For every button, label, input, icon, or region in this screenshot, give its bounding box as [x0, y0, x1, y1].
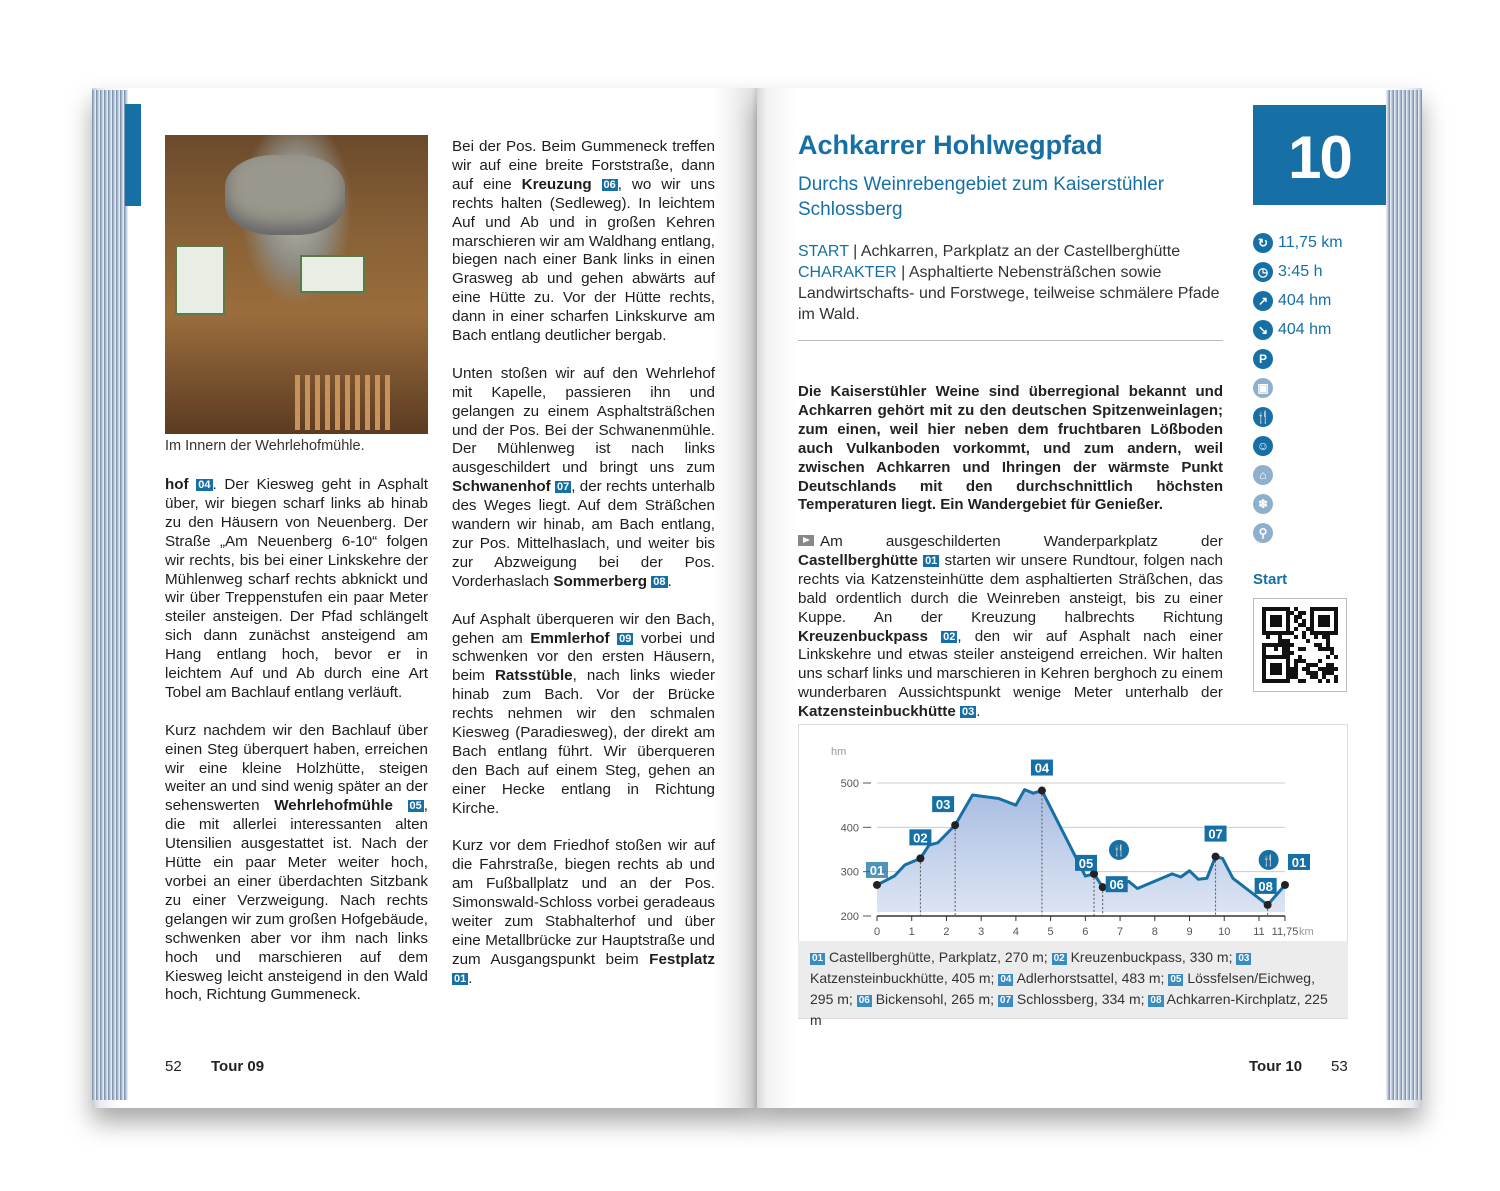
x-tick-label: 1	[908, 926, 915, 938]
x-tick-label: 0	[873, 926, 881, 938]
bus-icon: ▣	[1253, 378, 1273, 398]
divider	[798, 340, 1223, 341]
clock-icon: ◷	[1253, 262, 1273, 282]
x-tick-label: 9	[1186, 926, 1193, 938]
waypoint-badge: 02	[943, 630, 956, 643]
place-name: hof	[165, 476, 189, 493]
restaurant-icon-glyph: 🍴	[1261, 854, 1276, 867]
waypoint-marker-label: 08	[1258, 878, 1273, 894]
fact-row	[1253, 286, 1343, 315]
waypoint-badge: 04	[1000, 974, 1012, 985]
winter-icon: ❄	[1253, 494, 1273, 514]
running-head-left: Tour 09	[211, 1058, 265, 1075]
waypoint-badge: 04	[198, 479, 211, 491]
fact-row	[1253, 228, 1343, 257]
tour-number-badge: 10	[1253, 105, 1386, 205]
tour-facts	[1253, 228, 1343, 547]
photo-caption: Im Innern der Wehrlehofmühle.	[165, 438, 365, 454]
x-tick-label: 11,75	[1271, 926, 1299, 938]
y-tick-label: 200	[840, 911, 859, 923]
waypoint-badge: 08	[1150, 995, 1162, 1006]
waypoint-marker-label: 01	[869, 862, 885, 878]
fact-value: 404 hm	[1278, 320, 1332, 338]
waypoint-badge: 01	[454, 972, 467, 985]
waypoint-name: Schlossberg, 334 m;	[1016, 991, 1149, 1007]
paragraph: Kurz nachdem wir den Bachlauf über einen Steg überquert haben, erreichen wir eine kleine Holzhütte, steigen weiter an und sind wenig später an der sehenswerten Wehrlehofmühle 05 , die mit allerlei interessanten alten Utensilien ausgestattet ist. Nach der Hütte ein paar Meter weiter hoch, vorbei an einer überdachten Sitzbank zu einer Verzweigung. Nach rechts gelangen wir zum großen Hofgebäude, schwenken aber vor ihm nach links hoch und marschieren auf dem Kiesweg leicht ansteigend in den Wald hoch, Richtung Gummeneck.	[165, 721, 428, 1004]
ascent-icon: ↗	[1253, 291, 1273, 311]
symbol-row	[1253, 373, 1343, 402]
waypoint-badge: 09	[619, 632, 632, 645]
restaurant-icon: 🍴	[1253, 407, 1273, 427]
waypoint-dot	[916, 854, 924, 862]
waypoint-marker-label: 04	[1034, 760, 1050, 776]
waypoint-marker-label: 07	[1208, 826, 1223, 842]
fact-row	[1253, 315, 1343, 344]
mill-interior-photo	[165, 135, 428, 434]
waypoint-dot	[1099, 883, 1107, 891]
waypoint-dot	[951, 821, 959, 829]
parking-icon: P	[1253, 349, 1273, 369]
descent-icon: ↘	[1253, 320, 1273, 340]
page-edges-left	[92, 90, 128, 1100]
tour-color-marker	[125, 104, 141, 206]
waypoint-badge: 07	[999, 995, 1012, 1006]
symbol-row	[1253, 518, 1343, 547]
route-description: Am ausgeschilderten Wanderparkplatz der Castellberghütte 01 starten wir unsere Rundtour, folgen nach rechts via Katzensteinhütte dem asphaltierten Sträßchen, das bald ordentlich durch die Weinreben ansteigt, bis zu einer Kuppe. An der Kreuzung halbrechts Richtung Kreuzenbuckpass 02 , den wir auf Asphalt nach einer Linkskehre und etwas steiler ansteigend erreichen. Wir halten uns scharf links und marschieren in Kehren berghoch zu einem wunderbaren Aussichtspunkt wenige Meter unterhalb der Katzensteinbuckhütte 03 .	[798, 533, 1223, 721]
waypoint-badge: 03	[1238, 953, 1250, 964]
y-tick-label: 300	[840, 866, 859, 879]
waypoint-marker-label: 06	[1109, 877, 1124, 893]
tour-subtitle: Durchs Weinrebengebiet zum Kaiserstühler Schlossberg	[798, 174, 1165, 220]
waypoint-badge: 08	[653, 575, 666, 588]
x-tick-label: 2	[943, 926, 950, 938]
qr-code[interactable]	[1253, 598, 1347, 692]
waypoint-badge: 03	[962, 706, 975, 719]
waypoint-name: Achkarren-Kirchplatz, 225 m	[810, 991, 1328, 1028]
place-name: Castellberghütte	[798, 551, 918, 569]
symbol-row	[1253, 460, 1343, 489]
loop-icon: ↻	[1253, 233, 1273, 253]
place-name: Wehrlehofmühle	[274, 797, 393, 815]
fact-value: 3:45 h	[1278, 262, 1323, 280]
waypoint-badge: 01	[812, 953, 824, 964]
y-axis-label: hm	[831, 746, 847, 758]
place-name: Kreuzung	[521, 175, 592, 193]
start-text: | Achkarren, Parkplatz an der Castellberghütte	[848, 243, 1181, 260]
x-tick-label: 7	[1117, 926, 1124, 938]
place-name: Schwanenhof	[452, 478, 551, 496]
waypoint-badge: 01	[925, 554, 938, 567]
paragraph: Bei der Pos. Beim Gummeneck treffen wir auf eine breite Forststraße, dann auf eine Kreuzung 06 , wo wir uns rechts halten (Sedleweg). In leichtem Auf und Ab und in großen Kehren marschieren wir am Waldhang entlang, biegen nach einer Bank links in einen Grasweg ab und gehen abwärts auf eine Hütte zu. Vor der Hütte rechts, dann in einer scharfen Linkskurve am Bach entlang deutlicher bergab.	[452, 138, 715, 345]
page-number-right: 53	[1331, 1058, 1348, 1075]
text-column-1	[165, 476, 428, 1024]
place-name: Festplatz	[649, 950, 715, 968]
info-sign	[175, 245, 225, 315]
page-number-left: 52	[165, 1058, 182, 1075]
tour-title: Achkarrer Hohlwegpfad	[798, 130, 1103, 160]
y-tick-label: 400	[840, 822, 859, 835]
waypoint-badge: 02	[1053, 953, 1065, 964]
symbol-row	[1253, 344, 1343, 373]
place-name: Sommerberg	[553, 572, 648, 590]
waypoint-badge: 05	[1170, 974, 1182, 985]
wooden-fence	[295, 375, 395, 430]
x-tick-label: 11	[1253, 926, 1265, 938]
symbol-row	[1253, 489, 1343, 518]
place-name: Emmlerhof	[530, 629, 610, 647]
kids-bear-icon: ☺	[1253, 436, 1273, 456]
waypoint-dot	[1264, 901, 1272, 909]
paragraph: Kurz vor dem Friedhof stoßen wir auf die Fahrstraße, biegen rechts ab und am Fußballplatz und an der Pos. Simonswald-Schloss vorbei geradeaus weiter zum Stabhalterhof und über eine Metallbrücke zur Hauptstraße und zum Ausgangspunkt beim Festplatz 01 .	[452, 837, 715, 987]
waypoint-dot	[1281, 881, 1289, 889]
waypoint-marker-label: 02	[913, 830, 928, 846]
waypoint-name: Kreuzenbuckpass, 330 m;	[1070, 949, 1237, 965]
x-tick-label: 5	[1047, 926, 1054, 938]
waypoint-badge: 05	[409, 800, 422, 813]
place-name: Ratsstüble	[494, 667, 573, 685]
waypoint-dot	[1038, 787, 1046, 795]
tour-meta	[798, 241, 1223, 325]
restaurant-icon-glyph: 🍴	[1112, 844, 1126, 857]
x-tick-label: 10	[1218, 926, 1231, 938]
paragraph: hof 04 . Der Kiesweg geht in Asphalt über, wir biegen scharf links ab hinab zu den Häusern von Neuenberg. Der Straße „Am Neuenberg 6-10“ folgen wir rechts, bis bei einer Linkskehre der Mühlenweg scharf rechts abknickt und wir über Treppenstufen ein paar Meter steiler ansteigen. Der Pfad schlängelt sich dann zunächst ansteigend am Hang entlang hoch, bevor er in leichtem Auf und Ab durch eine Art Tobel am Bachlauf entlang verläuft.	[165, 476, 428, 701]
place-name: Katzensteinbuckhütte	[798, 703, 956, 721]
cable-car-icon: ⌂	[1253, 465, 1273, 485]
waypoint-name: Lössfelsen/Eichweg, 295 m;	[810, 970, 1315, 1007]
play-arrow-icon	[798, 535, 814, 546]
waypoint-name: Castellberghütte, Parkplatz, 270 m;	[829, 949, 1052, 965]
x-tick-label: 8	[1151, 926, 1158, 938]
x-tick-label: 3	[978, 926, 985, 938]
waypoint-name: Katzensteinbuckhütte, 405 m;	[810, 970, 999, 986]
waypoint-badge: 06	[858, 995, 870, 1006]
paragraph: Auf Asphalt überqueren wir den Bach, gehen am Emmlerhof 09 vorbei und schwenken vor den ersten Häusern, beim Ratsstüble, nach links wieder hinab zum Bach. Vor der Brücke rechts nehmen wir den schmalen Kiesweg (Paradiesweg), der direkt am Bach entlang führt. Wir überqueren den Bach auf einem Steg, gehen an einer Hecke entlang in Richtung Kirche.	[452, 610, 716, 817]
waypoint-name: Bickensohl, 265 m;	[875, 991, 998, 1007]
x-tick-label: 4	[1012, 926, 1019, 938]
fact-value: 404 hm	[1278, 291, 1332, 309]
character-text: | Asphaltierte Nebensträßchen sowie Landwirtschafts- und Forstwege, teilweise schmälere Pfade im Wald.	[798, 264, 1220, 323]
waypoint-dot	[1090, 870, 1098, 878]
waypoint-marker-label: 01	[1291, 854, 1307, 870]
paragraph: Unten stoßen wir auf den Wehrlehof mit Kapelle, passieren ihn und gelangen zu einem Asphaltsträßchen und der Pos. Bei der Schwanenmühle. Der Mühlenweg ist nach links ausgeschildert und bringt uns zum Schwanenhof 07 , der rechts unterhalb des Weges liegt. Auf dem Sträßchen wandern wir hinab, am Bach entlang, zur Pos. Mittelhaslach, und weiter bis zur Abzweigung bei der Pos. Vorderhaslach Sommerberg 08 .	[452, 364, 715, 590]
waypoint-legend	[798, 941, 1348, 1028]
waypoint-dot	[873, 881, 881, 889]
start-label: START	[798, 243, 849, 260]
waypoint-name: Adlerhorstsattel, 483 m;	[1016, 970, 1169, 986]
symbol-row	[1253, 402, 1343, 431]
text-column-2	[452, 138, 715, 1008]
waypoint-badge: 06	[603, 178, 616, 191]
character-label: CHARAKTER	[798, 264, 897, 281]
page-edges-right	[1386, 90, 1422, 1100]
waypoint-badge: 07	[557, 481, 570, 494]
waypoint-marker-label: 05	[1078, 855, 1094, 871]
fact-row	[1253, 257, 1343, 286]
qr-label: Start	[1253, 571, 1288, 588]
fact-value: 11,75 km	[1278, 233, 1343, 251]
bike-icon: ⚲	[1253, 523, 1273, 543]
x-axis-unit: km	[1299, 926, 1314, 938]
y-tick-label: 500	[840, 778, 859, 790]
x-tick-label: 6	[1082, 926, 1089, 938]
symbol-row	[1253, 431, 1343, 460]
waypoint-dot	[1212, 853, 1220, 861]
info-sign	[300, 255, 365, 293]
millstone	[225, 155, 345, 235]
intro-text: Die Kaiserstühler Weine sind überregional bekannt und Achkarren gehört mit zu den deutschen Spitzenweinlagen; zum einen, weil hier neben dem fruchtbaren Lößboden auch Vulkanboden vorkommt, und zum andern, weil zwischen Achkarren und Ihringen der wärmste Punkt Deutschlands mit den durchschnittlich höchsten Temperaturen liegt. Ein Wandergebiet für Genießer.	[798, 383, 1223, 514]
place-name: Kreuzenbuckpass	[798, 627, 928, 645]
waypoint-marker-label: 03	[935, 797, 951, 813]
running-head-right: Tour 10	[1249, 1058, 1303, 1075]
